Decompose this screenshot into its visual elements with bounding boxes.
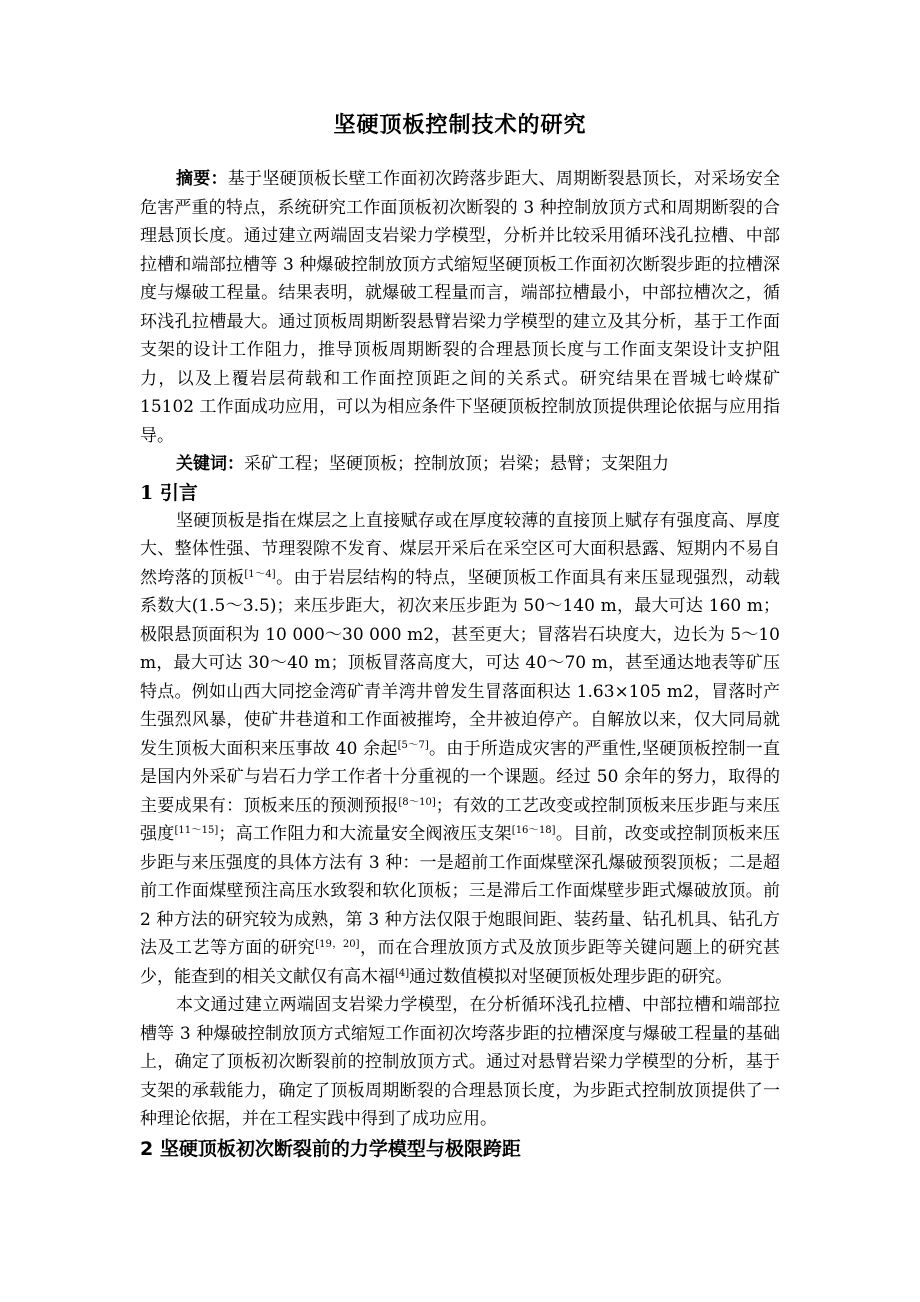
- paper-page: [140, 108, 780, 1164]
- text-run: 。目前，改变或控制顶板来压步距与来压强度的具体方法有 3 种：一是超前工作面煤壁深孔爆破预裂顶板；二是超前工作面煤壁预注高压水致裂和软化顶板；三是滞后工作面煤壁步距式爆破放顶。前 2 种方法的研究较为成熟，第 3 种方法仅限于炮眼间距、装药量、钻孔机具、钻孔方法及工艺等方面的研究: [140, 824, 780, 958]
- abstract-text: 基于坚硬顶板长壁工作面初次跨落步距大、周期断裂悬顶长，对采场安全危害严重的特点，系统研究工作面顶板初次断裂的 3 种控制放顶方式和周期断裂的合理悬顶长度。通过建立两端固支岩梁力学模型，分析并比较采用循环浅孔拉槽、中部拉槽和端部拉槽等 3 种爆破控制放顶方式缩短坚硬顶板工作面初次断裂步距的拉槽深度与爆破工程量。结果表明，就爆破工程量而言，端部拉槽最小，中部拉槽次之，循环浅孔拉槽最大。通过顶板周期断裂悬臂岩梁力学模型的建立及其分析，基于工作面支架的设计工作阻力，推导顶板周期断裂的合理悬顶长度与工作面支架设计支护阻力，以及上覆岩层荷载和工作面控顶距之间的关系式。研究结果在晋城七岭煤矿 15102 工作面成功应用，可以为相应条件下坚硬顶板控制放顶提供理论依据与应用指导。: [140, 169, 781, 446]
- text-run: 坚硬顶板是指在煤层之上直接赋存或在厚度较薄的直接顶上赋存有强度高、厚度大、整体性强、节理裂隙不发育、煤层开采后在采空区可大面积悬露、短期内不易自然垮落的顶板: [140, 510, 780, 588]
- text-run: ；高工作阻力和大流量安全阀液压支架: [218, 824, 512, 844]
- keywords: [140, 450, 780, 479]
- citation: [1～4]: [244, 568, 276, 580]
- citation: [8～10]: [398, 796, 436, 808]
- text-run: 。由于所造成灾害的严重性,坚硬顶板控制一直是国内外采矿与岩石力学工作者十分重视的一个课题。经过 50 余年的努力，取得的主要成果有：顶板来压的预测预报: [140, 738, 781, 816]
- text-run: 。由于岩层结构的特点，坚硬顶板工作面具有来压显现强烈，动载系数大(1.5～3.5)；来压步距大，初次来压步距为 50～140 m，最大可达 160 m；极限悬顶面积为 10 000～30 000 m2，甚至更大；冒落岩石块度大，边长为 5～10 m，最大可达 30～40 m；顶板冒落高度大，可达 40～70 m，甚至通达地表等矿压特点。例如山西大同挖金湾矿青羊湾井曾发生冒落面积达 1.63×105 m2，冒落时产生强烈风暴，使矿井巷道和工作面被摧垮，全井被迫停产。自解放以来，仅大同局就发生顶板大面积来压事故 40 余起: [140, 567, 781, 759]
- citation: [16～18]: [511, 825, 556, 836]
- section-2-heading: 2 坚硬顶板初次断裂前的力学模型与极限跨距: [140, 1137, 521, 1160]
- keywords-text: 采矿工程；坚硬顶板；控制放顶；岩梁；悬臂；支架阻力: [244, 454, 669, 474]
- text-run: ，而在合理放顶方式及放顶步距等关键问题上的研究甚少，能查到的相关文献仅有高木福: [140, 938, 781, 987]
- abstract: [140, 165, 780, 450]
- citation: [5～7]: [397, 739, 429, 751]
- citation: [4]: [395, 967, 410, 979]
- citation: [19，20]: [315, 939, 360, 950]
- citation: [11～15]: [174, 825, 219, 836]
- text-run: ；有效的工艺改变或控制顶板来压步距与来压强度: [140, 795, 781, 844]
- abstract-label: 摘要：: [176, 169, 228, 189]
- text-run: 通过数值模拟对坚硬顶板处理步距的研究。: [409, 966, 733, 987]
- section-1-heading: 1 引言: [140, 481, 198, 504]
- paper-title: 坚硬顶板控制技术的研究: [333, 113, 587, 138]
- section-1-paragraph-1: [140, 507, 780, 992]
- section-1-paragraph-2: 本文通过建立两端固支岩梁力学模型，在分析循环浅孔拉槽、中部拉槽和端部拉槽等 3 种爆破控制放顶方式缩短工作面初次垮落步距的拉槽深度与爆破工程量的基础上，确定了顶板初次断裂前的控制放顶方式。通过对悬臂岩梁力学模型的分析，基于支架的承载能力，确定了顶板周期断裂的合理悬顶长度，为步距式控制放顶提供了一种理论依据，并在工程实践中得到了成功应用。: [140, 995, 780, 1129]
- keywords-label: 关键词：: [176, 454, 244, 474]
